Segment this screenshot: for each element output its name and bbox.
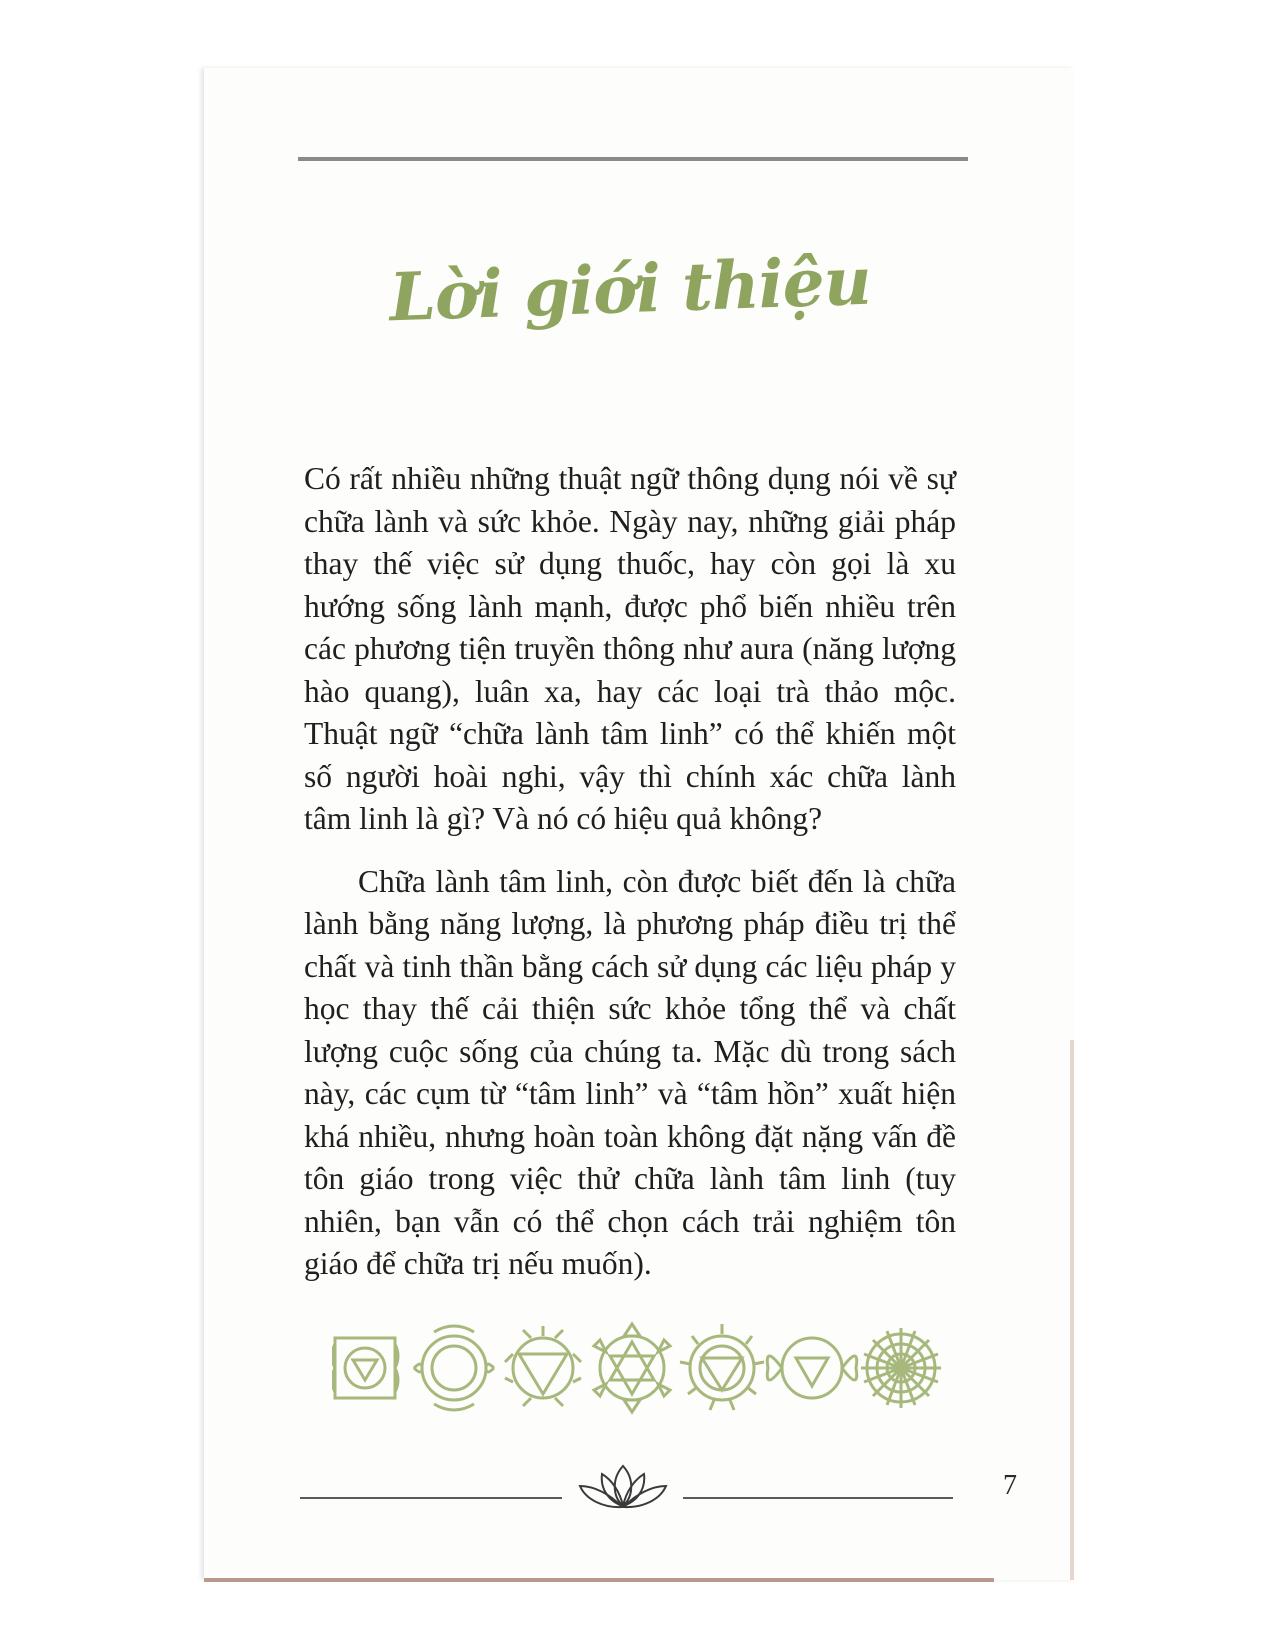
solar-plexus-chakra-icon bbox=[505, 1326, 581, 1406]
paragraph: Chữa lành tâm linh, còn được biết đến là chữa lành bằng năng lượng, là phương pháp điều trị thể chất và tinh thần bằng cách sử dụng các liệu pháp y học thay thế cải thiện sức khỏe tổng thể và chất lượng cuộc sống của chúng ta. Mặc dù trong sách này, các cụm từ “tâm linh” và “tâm hồn” xuất hiện khá nhiều, nhưng hoàn toàn không đặt nặng vấn đề tôn giáo trong việc thử chữa lành tâm linh (tuy nhiên, bạn vẫn có thể chọn cách trải nghiệm tôn giáo để chữa trị nếu muốn). bbox=[304, 863, 956, 1281]
page-bottom-edge bbox=[204, 1578, 994, 1582]
lotus-icon bbox=[572, 1462, 674, 1512]
heart-chakra-icon bbox=[594, 1324, 670, 1412]
footer-divider-left bbox=[300, 1497, 562, 1499]
chapter-title: Lời giới thiệu bbox=[388, 241, 872, 337]
body-text bbox=[304, 458, 956, 1306]
root-chakra-icon bbox=[332, 1338, 398, 1398]
third-eye-chakra-icon bbox=[767, 1338, 856, 1398]
throat-chakra-icon bbox=[680, 1324, 764, 1410]
page-number: 7 bbox=[1003, 1470, 1017, 1501]
footer-divider-right bbox=[683, 1497, 953, 1499]
top-divider bbox=[298, 157, 968, 161]
crown-chakra-icon bbox=[861, 1328, 941, 1408]
page-edge bbox=[1070, 1040, 1074, 1580]
sacral-chakra-icon bbox=[414, 1326, 494, 1410]
chakra-icons-row bbox=[332, 1318, 952, 1418]
paragraph: Có rất nhiều những thuật ngữ thông dụng nói về sự chữa lành và sức khỏe. Ngày nay, những giải pháp thay thế việc sử dụng thuốc, hay còn gọi là xu hướng sống lành mạnh, được phổ biến nhiều trên các phương tiện truyền thông như aura (năng lượng hào quang), luân xa, hay các loại trà thảo mộc. Thuật ngữ “chữa lành tâm linh” có thể khiến một số người hoài nghi, vậy thì chính xác chữa lành tâm linh là gì? Và nó có hiệu quả không? bbox=[304, 461, 956, 836]
